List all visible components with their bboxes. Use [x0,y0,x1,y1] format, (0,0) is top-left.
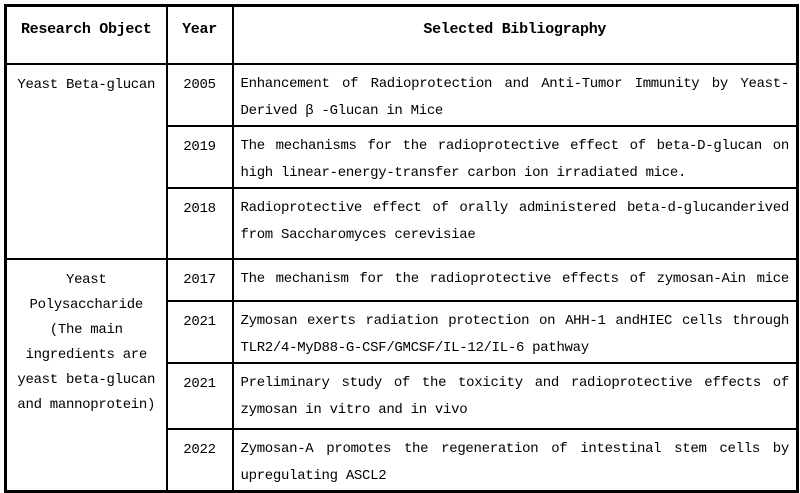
research-object-label-line: Yeast [65,271,107,288]
year-header-cell: Year [167,6,233,64]
bibliography-cell [233,188,798,259]
research-object-label-line: Polysaccharide [29,296,143,313]
research-object-label-line: yeast beta-glucan [17,371,156,388]
bibliography-header-cell: Selected Bibliography [233,6,798,64]
bib-line-2: TLR2/4-MyD88-G-CSF/GMCSF/IL-12/IL-6 pathway [240,339,589,356]
table-row [6,259,798,301]
year-cell: 2019 [167,126,233,188]
bibliography-cell [233,429,798,492]
year-cell: 2017 [167,259,233,301]
bibliography-table [4,4,799,493]
bib-line-1: Zymosan exerts radiation protection on AHH-1 andHIEC cells through [240,312,789,329]
bibliography-cell [233,301,798,363]
research-object-label: Yeast Beta-glucan [17,76,156,93]
bib-line-2: high linear-energy-transfer carbon ion irradiated mice. [240,164,687,181]
bib-line-1: The mechanism for the radioprotective effects of zymosan-Ain mice [240,270,789,287]
bib-line-1: Zymosan-A promotes the regeneration of intestinal stem cells by [240,440,789,457]
bib-line-2: from Saccharomyces cerevisiae [240,226,476,243]
bib-line-1: Enhancement of Radioprotection and Anti-Tumor Immunity by Yeast- [240,75,789,92]
bib-line-1: Radioprotective effect of orally administered beta-d-glucanderived [240,199,789,216]
bib-line-2: zymosan in vitro and in vivo [240,401,468,418]
bib-line-1: The mechanisms for the radioprotective effect of beta-D-glucan on [240,137,789,154]
research-object-label-line: and mannoprotein) [17,396,156,413]
research-object-cell-yeast-beta-glucan [6,64,167,259]
bibliography-cell [233,64,798,126]
bib-line-2: Derived β -Glucan in Mice [240,102,444,119]
year-cell: 2018 [167,188,233,259]
research-object-header-cell: Research Object [6,6,167,64]
research-object-cell-yeast-polysaccharide [6,259,167,492]
bibliography-cell [233,126,798,188]
research-object-label-line: ingredients are [25,346,148,363]
bib-line-1: Preliminary study of the toxicity and radioprotective effects of [240,374,789,391]
header-row [6,6,798,64]
table-row [6,64,798,126]
year-cell: 2021 [167,301,233,363]
year-cell: 2022 [167,429,233,492]
year-cell: 2021 [167,363,233,429]
bib-line-2: upregulating ASCL2 [240,467,387,484]
research-object-label-line: (The main [49,321,123,338]
bibliography-cell [233,259,798,301]
year-cell: 2005 [167,64,233,126]
bibliography-cell [233,363,798,429]
